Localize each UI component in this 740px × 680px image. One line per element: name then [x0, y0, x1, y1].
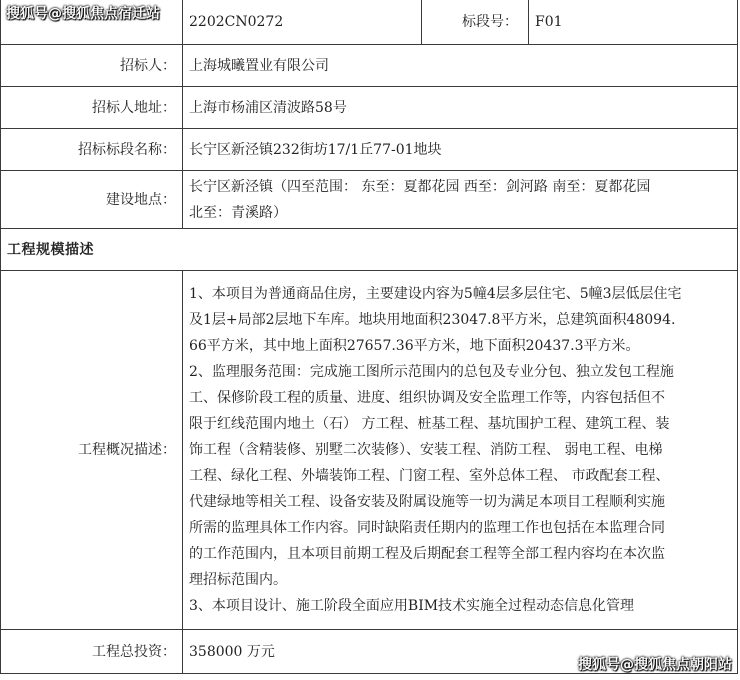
- bid-section-name-value: 长宁区新泾镇232街坊17/1丘77-01地块: [183, 129, 738, 171]
- row-bid-section-name: [1, 129, 738, 171]
- overview-line: 饰工程（含精装修、别墅二次装修）、安装工程、消防工程、 弱电工程、电梯: [189, 442, 663, 458]
- overview-line: 理招标范围内。: [189, 572, 287, 588]
- section-number-value: F01: [529, 0, 738, 45]
- overview-value: [183, 271, 738, 630]
- row-construction-site: [1, 171, 738, 229]
- construction-site-label: 建设地点：: [1, 171, 183, 229]
- construction-site-line: 北至：青溪路）: [189, 204, 287, 221]
- overview-line: 所需的监理具体工作内容。同时缺陷责任期内的监理工作也包括在本监理合同: [189, 520, 665, 536]
- watermark-bottom-right: 搜狐号@搜狐焦点朝阳站: [578, 657, 732, 673]
- overview-line: 及1层+局部2层地下车库。地块用地面积23047.8平方米，总建筑面积48094.: [189, 312, 676, 328]
- overview-line: 限于红线范围内地土（石） 方工程、桩基工程、基坑围护工程、建筑工程、装: [189, 416, 670, 432]
- construction-site-line: 长宁区新泾镇（四至范围： 东至：夏都花园 西至：剑河路 南至：夏都花园: [189, 178, 651, 195]
- overview-line: 工、保修阶段工程的质量、进度、组织协调及安全监理工作等，内容包括但不: [189, 390, 665, 406]
- row-tenderer-address: [1, 87, 738, 129]
- overview-line: 1、本项目为普通商品住房，主要建设内容为5幢4层多层住宅、5幢3层低层住宅: [189, 286, 682, 302]
- overview-line: 3、本项目设计、施工阶段全面应用BIM技术实施全过程动态信息化管理: [189, 598, 635, 614]
- overview-line: 工程、绿化工程、外墙装饰工程、门窗工程、室外总体工程、 市政配套工程、: [189, 468, 670, 484]
- total-investment-label: 工程总投资：: [1, 630, 183, 674]
- tenderer-value: 上海城曦置业有限公司: [183, 45, 738, 87]
- row-tenderer: [1, 45, 738, 87]
- section-number-label: 标段号：: [422, 0, 529, 45]
- row-section-heading: [1, 229, 738, 271]
- overview-line: 的工作范围内，且本项目前期工程及后期配套工程等全部工程内容均在本次监: [189, 546, 665, 562]
- tenderer-address-value: 上海市杨浦区清波路58号: [183, 87, 738, 129]
- section-heading: 工程规模描述: [1, 229, 738, 271]
- row-overview: [1, 271, 738, 630]
- tenderer-label: 招标人：: [1, 45, 183, 87]
- overview-line: 66平方米，其中地上面积27657.36平方米，地下面积20437.3平方米。: [189, 338, 640, 354]
- bid-section-name-label: 招标标段名称：: [1, 129, 183, 171]
- construction-site-value: [183, 171, 738, 229]
- total-investment-value: 358000 万元: [183, 630, 738, 674]
- overview-line: 2、监理服务范围：完成施工图所示范围内的总包及专业分包、独立发包工程施: [189, 364, 674, 380]
- overview-label: 工程概况描述：: [1, 271, 183, 630]
- overview-line: 代建绿地等相关工程、设备安装及附属设施等一切为满足本项目工程顺利实施: [189, 494, 665, 510]
- watermark-top-left: 搜狐号@搜狐焦点宿迁站: [6, 6, 160, 22]
- code-value: 2202CN0272: [183, 0, 422, 45]
- tenderer-address-label: 招标人地址：: [1, 87, 183, 129]
